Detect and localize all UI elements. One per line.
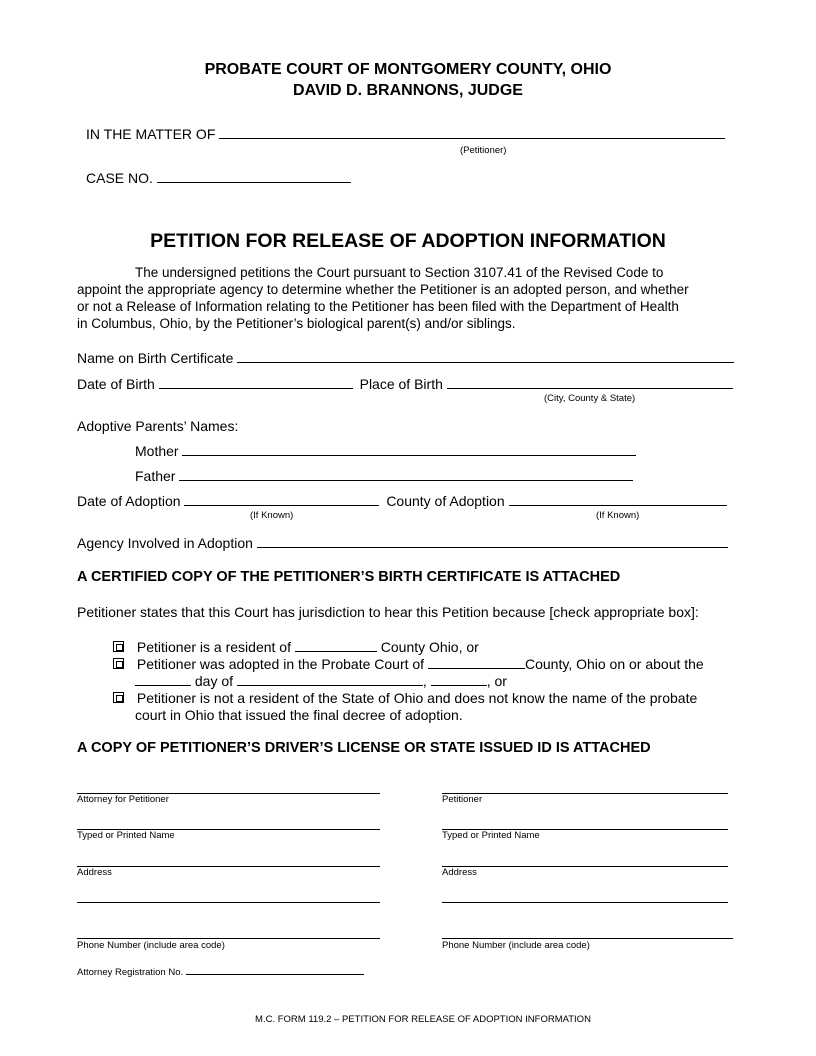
- intro-line-1: The undersigned petitions the Court pursuant to Section 3107.41 of the Revised Code to: [135, 265, 664, 280]
- mother-label: Mother: [135, 443, 179, 459]
- nonresident-checkbox[interactable]: [113, 692, 124, 703]
- option-resident: [113, 639, 479, 655]
- adoption-month-field[interactable]: [237, 673, 423, 686]
- case-number-field[interactable]: [157, 170, 351, 183]
- agency-row: [77, 535, 728, 551]
- dob-field[interactable]: [159, 376, 353, 389]
- attorney-label: Attorney for Petitioner: [77, 794, 169, 805]
- date-of-adoption-field[interactable]: [184, 493, 379, 506]
- intro-line-3: or not a Release of Information relating to the Petitioner has been filed with the Department of Health: [77, 299, 679, 314]
- option-nonresident: [113, 690, 697, 706]
- option-adopted-date-row: [135, 673, 507, 689]
- father-field[interactable]: [179, 468, 633, 481]
- resident-checkbox[interactable]: [113, 641, 124, 652]
- county-if-known-hint: (If Known): [596, 510, 640, 521]
- matter-label: IN THE MATTER OF: [86, 126, 216, 142]
- option-adopted-text-a: Petitioner was adopted in the Probate Court of: [136, 656, 425, 672]
- mother-row: [135, 443, 636, 459]
- attorney-address-line[interactable]: [77, 866, 380, 867]
- option-adopted-text-d: ,: [422, 673, 427, 689]
- petitioner-phone-label: Phone Number (include area code): [442, 940, 590, 951]
- adoptive-parents-label: Adoptive Parents’ Names:: [77, 418, 239, 434]
- petitioner-address-label: Address: [442, 867, 477, 878]
- option-resident-text-b: County Ohio, or: [380, 639, 479, 655]
- option-nonresident-text-a: Petitioner is not a resident of the State of Ohio and does not know the name of the probate: [136, 690, 698, 706]
- place-of-birth-field[interactable]: [447, 376, 733, 389]
- birth-row: [77, 376, 733, 392]
- father-row: [135, 468, 633, 484]
- attorney-address-label: Address: [77, 867, 112, 878]
- petitioner-name-field[interactable]: [219, 126, 725, 139]
- attorney-address-line-2[interactable]: [77, 902, 380, 903]
- form-footer: M.C. FORM 119.2 – PETITION FOR RELEASE OF ADOPTION INFORMATION: [255, 1014, 591, 1025]
- option-adopted: [113, 656, 704, 672]
- adoption-day-field[interactable]: [135, 673, 191, 686]
- county-of-adoption-label: County of Adoption: [386, 493, 505, 509]
- agency-label: Agency Involved in Adoption: [77, 535, 253, 551]
- petitioner-phone-line[interactable]: [442, 938, 733, 939]
- birth-name-label: Name on Birth Certificate: [77, 350, 234, 366]
- place-of-birth-label: Place of Birth: [359, 376, 443, 392]
- jurisdiction-statement: Petitioner states that this Court has jurisdiction to hear this Petition because [check appropriate box]:: [77, 604, 699, 620]
- attorney-phone-label: Phone Number (include area code): [77, 940, 225, 951]
- place-hint: (City, County & State): [544, 393, 636, 404]
- option-adopted-text-c: day of: [194, 673, 234, 689]
- attorney-phone-line[interactable]: [77, 938, 380, 939]
- father-label: Father: [135, 468, 176, 484]
- birth-name-row: [77, 350, 734, 366]
- registration-label: Attorney Registration No.: [77, 967, 184, 978]
- option-resident-text-a: Petitioner is a resident of: [136, 639, 291, 655]
- adoption-court-county-field[interactable]: [428, 656, 525, 669]
- form-title: PETITION FOR RELEASE OF ADOPTION INFORMATION: [150, 230, 666, 252]
- petitioner-address-line[interactable]: [442, 866, 728, 867]
- matter-row: [86, 126, 725, 142]
- adoption-year-field[interactable]: [431, 673, 487, 686]
- petitioner-signature-line[interactable]: [442, 793, 728, 794]
- id-notice: A COPY OF PETITIONER’S DRIVER’S LICENSE OR STATE ISSUED ID IS ATTACHED: [77, 740, 651, 756]
- birth-name-field[interactable]: [237, 350, 734, 363]
- registration-row: [77, 965, 364, 978]
- petitioner-typed-name-label: Typed or Printed Name: [442, 830, 540, 841]
- option-adopted-text-b: County, Ohio on or about the: [524, 656, 704, 672]
- mother-field[interactable]: [182, 443, 636, 456]
- date-of-adoption-label: Date of Adoption: [77, 493, 181, 509]
- case-label: CASE NO.: [86, 170, 153, 186]
- option-nonresident-text-b: court in Ohio that issued the final decree of adoption.: [135, 707, 463, 723]
- dob-label: Date of Birth: [77, 376, 155, 392]
- adoption-row: [77, 493, 727, 509]
- judge-name: DAVID D. BRANNONS, JUDGE: [293, 82, 523, 99]
- birth-certificate-notice: A CERTIFIED COPY OF THE PETITIONER’S BIRTH CERTIFICATE IS ATTACHED: [77, 569, 621, 585]
- case-row: [86, 170, 351, 186]
- registration-number-field[interactable]: [186, 965, 364, 975]
- attorney-typed-name-label: Typed or Printed Name: [77, 830, 175, 841]
- option-adopted-text-e: , or: [486, 673, 507, 689]
- court-name: PROBATE COURT OF MONTGOMERY COUNTY, OHIO: [204, 61, 612, 78]
- county-of-adoption-field[interactable]: [509, 493, 727, 506]
- agency-field[interactable]: [257, 535, 728, 548]
- intro-line-4: in Columbus, Ohio, by the Petitioner’s biological parent(s) and/or siblings.: [77, 316, 516, 331]
- adopted-in-court-checkbox[interactable]: [113, 658, 124, 669]
- resident-county-field[interactable]: [295, 639, 377, 652]
- petitioner-address-line-2[interactable]: [442, 902, 728, 903]
- date-if-known-hint: (If Known): [250, 510, 294, 521]
- petitioner-hint: (Petitioner): [460, 145, 507, 156]
- intro-line-2: appoint the appropriate agency to determine whether the Petitioner is an adopted person, and whether: [77, 282, 689, 297]
- petitioner-label: Petitioner: [442, 794, 483, 805]
